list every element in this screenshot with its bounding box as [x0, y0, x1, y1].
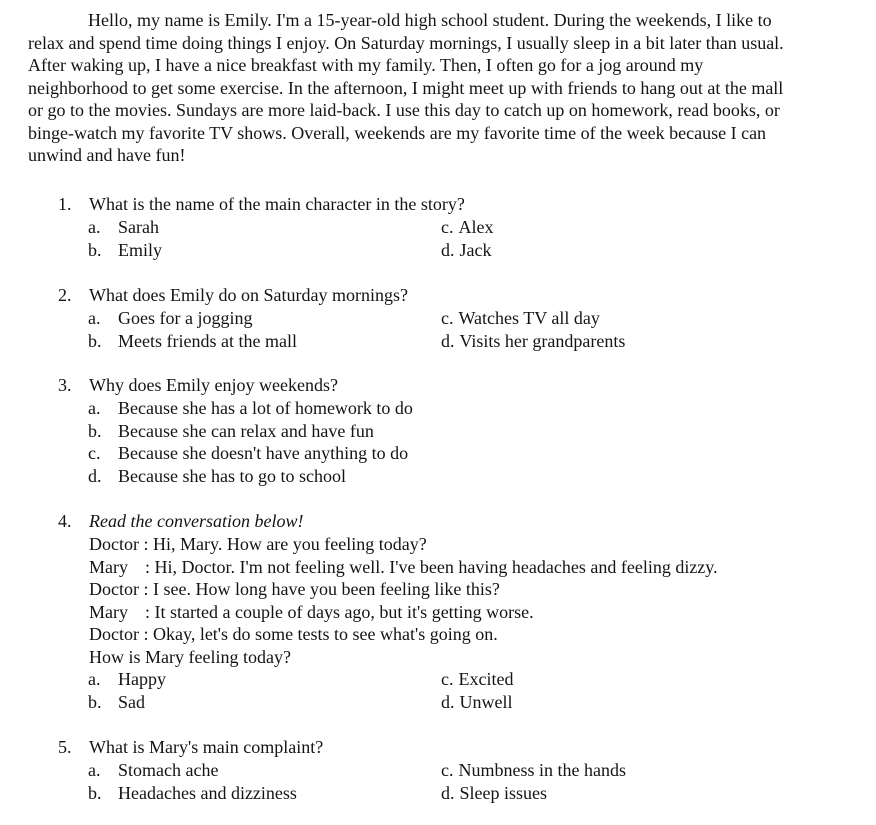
question-text: What is the name of the main character in the story? — [89, 194, 465, 214]
dialogue-line: Doctor : Okay, let's do some tests to see what's going on. — [89, 624, 498, 644]
question-number: 4. — [58, 511, 72, 531]
option-b[interactable]: b. Meets friends at the mall — [88, 330, 297, 351]
option-d[interactable]: d. Unwell — [441, 691, 513, 712]
question-number: 1. — [58, 194, 72, 214]
option-a[interactable]: a. Goes for a jogging — [88, 308, 253, 328]
question-instruction: Read the conversation below! — [89, 511, 304, 531]
option-d[interactable]: d. Jack — [441, 239, 492, 260]
question-number: 5. — [58, 737, 72, 757]
question-number: 2. — [58, 285, 72, 305]
option-d[interactable]: d. Visits her grandparents — [441, 330, 626, 351]
question-number: 3. — [58, 375, 72, 395]
option-c[interactable]: c. Excited — [441, 669, 514, 689]
dialogue-line: Doctor : I see. How long have you been feeling like this? — [89, 579, 500, 599]
option-a[interactable]: a. Stomach ache — [88, 760, 219, 780]
question-4 — [58, 510, 838, 713]
option-b[interactable]: b. Sad — [88, 691, 145, 712]
option-c[interactable]: c. Numbness in the hands — [441, 760, 626, 780]
question-5 — [58, 736, 838, 804]
option-a[interactable]: a. Because she has a lot of homework to do — [88, 398, 413, 418]
option-c[interactable]: c. Watches TV all day — [441, 308, 600, 328]
reading-passage: Hello, my name is Emily. I'm a 15-year-old high school student. During the weekends, I like to relax and spend time doing things I enjoy. On Saturday mornings, I usually sleep in a bit later than usual. After waking up, I have a nice breakfast with my family. Then, I often go for a jog around my neighborhood to get some exercise. In the afternoon, I might meet up with friends to hang out at the mall or go to the movies. Sundays are more laid-back. I use this day to catch up on homework, read books, or binge-watch my favorite TV shows. Overall, weekends are my favorite time of the week because I can unwind and have fun! — [28, 10, 784, 165]
dialogue-line: Mary : Hi, Doctor. I'm not feeling well. I've been having headaches and feeling dizzy. — [89, 556, 718, 577]
option-a[interactable]: a. Sarah — [88, 217, 159, 237]
option-c[interactable]: c. Alex — [441, 217, 494, 237]
question-3 — [58, 374, 838, 487]
question-text: Why does Emily enjoy weekends? — [89, 375, 338, 395]
dialogue-line: Mary : It started a couple of days ago, but it's getting worse. — [89, 601, 534, 622]
option-a[interactable]: a. Happy — [88, 669, 166, 689]
question-text: What does Emily do on Saturday mornings? — [89, 285, 408, 305]
option-c[interactable]: c. Because she doesn't have anything to do — [88, 443, 409, 463]
question-1 — [58, 193, 838, 261]
option-b[interactable]: b. Because she can relax and have fun — [88, 420, 374, 441]
option-d[interactable]: d. Because she has to go to school — [88, 465, 346, 486]
question-prompt: How is Mary feeling today? — [89, 646, 291, 667]
question-text: What is Mary's main complaint? — [89, 737, 324, 757]
option-b[interactable]: b. Headaches and dizziness — [88, 782, 297, 803]
option-d[interactable]: d. Sleep issues — [441, 782, 547, 803]
option-b[interactable]: b. Emily — [88, 239, 162, 260]
dialogue-line: Doctor : Hi, Mary. How are you feeling today? — [89, 534, 427, 554]
question-2 — [58, 284, 838, 352]
